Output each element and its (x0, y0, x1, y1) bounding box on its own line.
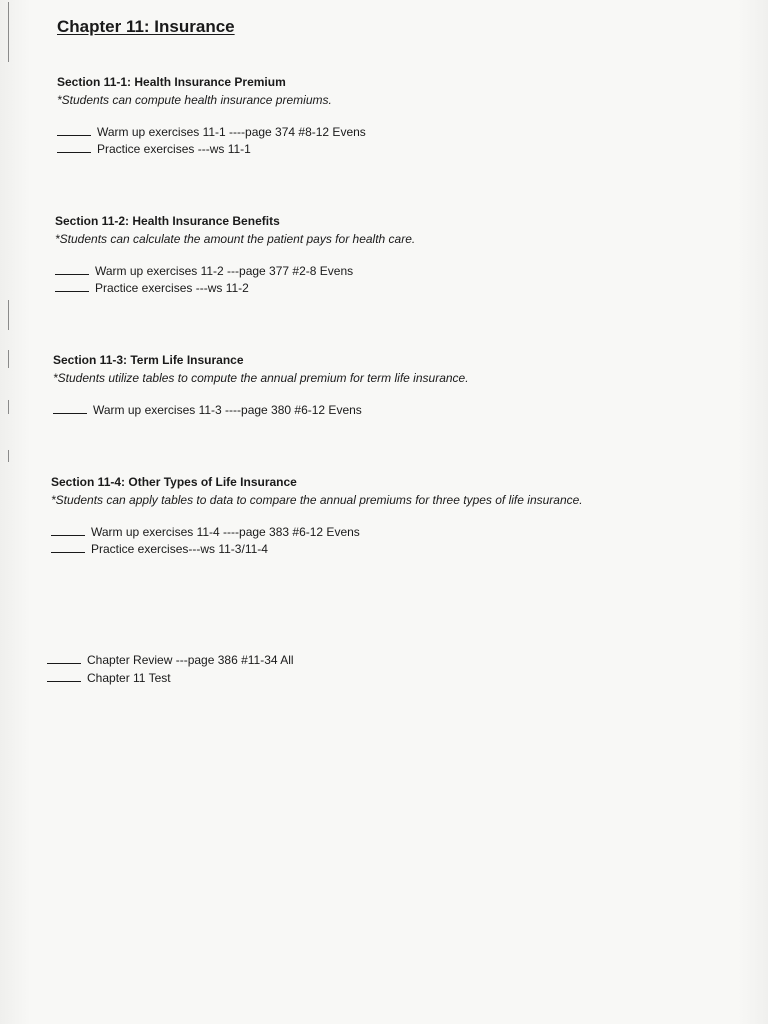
task-label: Chapter Review ---page 386 #11-34 All (87, 653, 294, 667)
task-label: Warm up exercises 11-1 ----page 374 #8-12 Evens (97, 125, 366, 139)
checkoff-blank (55, 264, 89, 275)
section-11-1 (57, 74, 366, 158)
section-objective: *Students utilize tables to compute the annual premium for term life insurance. (53, 371, 469, 385)
section-heading: Section 11-1: Health Insurance Premium (57, 75, 286, 89)
section-objective: *Students can apply tables to data to compare the annual premiums for three types of life insurance. (51, 493, 583, 507)
task-label: Warm up exercises 11-2 ---page 377 #2-8 Evens (95, 264, 354, 278)
task-label: Practice exercises ---ws 11-1 (97, 142, 251, 156)
checkoff-blank (47, 671, 81, 682)
checkoff-blank (47, 653, 81, 664)
task-item (55, 280, 415, 297)
scan-edge-mark (8, 450, 9, 462)
task-list (53, 402, 469, 419)
task-label: Warm up exercises 11-4 ----page 383 #6-12 Evens (91, 525, 360, 539)
section-heading: Section 11-4: Other Types of Life Insurance (51, 475, 297, 489)
task-item (47, 651, 294, 669)
task-item (55, 263, 415, 280)
section-heading: Section 11-2: Health Insurance Benefits (55, 214, 280, 228)
checkoff-blank (53, 403, 87, 414)
section-objective: *Students can calculate the amount the patient pays for health care. (55, 232, 416, 246)
task-item (47, 669, 294, 687)
task-label: Warm up exercises 11-3 ----page 380 #6-12 Evens (93, 403, 362, 417)
task-item (53, 402, 469, 419)
task-label: Practice exercises---ws 11-3/11-4 (91, 542, 268, 556)
scan-edge-mark (8, 350, 9, 368)
scan-edge-mark (8, 2, 9, 62)
checkoff-blank (51, 542, 85, 553)
task-item (57, 124, 366, 141)
task-list (51, 524, 583, 558)
scan-edge-mark (8, 400, 9, 414)
chapter-title: Chapter 11: Insurance (57, 17, 235, 36)
section-11-2 (55, 213, 415, 297)
section-objective: *Students can compute health insurance premiums. (57, 93, 332, 107)
checkoff-blank (57, 142, 91, 153)
task-list (55, 263, 415, 297)
section-11-3 (53, 352, 469, 419)
checkoff-blank (55, 281, 89, 292)
task-item (51, 524, 583, 541)
section-11-4 (51, 474, 583, 558)
task-list (57, 124, 366, 158)
checkoff-blank (57, 125, 91, 136)
task-item (57, 141, 366, 158)
section-heading: Section 11-3: Term Life Insurance (53, 353, 244, 367)
scan-edge-mark (8, 300, 9, 330)
chapter-final-tasks (47, 651, 294, 687)
task-label: Practice exercises ---ws 11-2 (95, 281, 249, 295)
task-label: Chapter 11 Test (87, 671, 171, 685)
checkoff-blank (51, 525, 85, 536)
task-item (51, 541, 583, 558)
